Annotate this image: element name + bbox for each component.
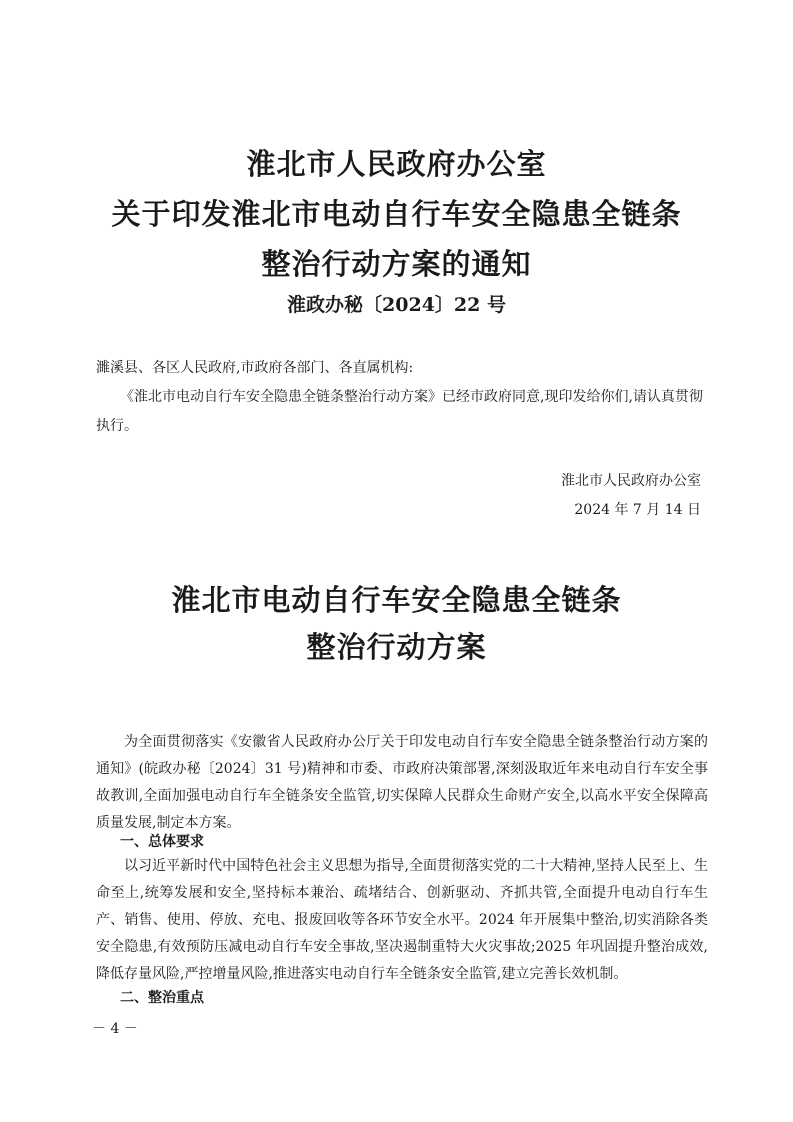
section-1-paragraph: 以习近平新时代中国特色社会主义思想为指导,全面贯彻落实党的二十大精神,坚持人民至上、生命至上,统筹发展和安全,坚持标本兼治、疏堵结合、创新驱动、齐抓共管,全面提升电动自行车生产、销售、使用、停放、充电、报废回收等各环节安全水平。2024 年开展集中整治,切实消除各类安全隐患,有效预防压减电动自行车安全事故,坚决遏制重特大火灾事故;2025 年巩固提升整治成效,降低存量风险,严控增量风险,推进落实电动自行车全链条安全监管,建立完善长效机制。	[96, 858, 708, 982]
notice-title-line-3: 整治行动方案的通知	[261, 247, 532, 281]
signature-date: 2024 年 7 月 14 日	[574, 502, 701, 518]
notice-title-line-1: 淮北市人民政府办公室	[246, 147, 547, 181]
notice-title-line-2: 关于印发淮北市电动自行车安全隐患全链条	[111, 197, 682, 231]
document-number: 淮政办秘〔2024〕22 号	[287, 294, 506, 316]
recipients-line: 濉溪县、各区人民政府,市政府各部门、各直属机构:	[96, 360, 414, 376]
signature-organization: 淮北市人民政府办公室	[561, 473, 701, 489]
notice-body-line-1: 《淮北市电动自行车安全隐患全链条整治行动方案》已经市政府同意,现印发给你们,请认真贯彻	[120, 389, 703, 405]
page-number: － 4 －	[92, 1021, 138, 1037]
section-1-heading: 一、总体要求	[120, 834, 204, 850]
plan-intro-paragraph: 为全面贯彻落实《安徽省人民政府办公厅关于印发电动自行车安全隐患全链条整治行动方案的通知》(皖政办秘〔2024〕31 号)精神和市委、市政府决策部署,深刻汲取近年来电动自行车安全事故教训,全面加强电动自行车全链条安全监管,切实保障人民群众生命财产安全,以高水平安全保障高质量发展,制定本方案。	[96, 734, 708, 831]
plan-title-line-2: 整治行动方案	[306, 630, 487, 664]
plan-title-line-1: 淮北市电动自行车安全隐患全链条	[171, 583, 622, 617]
section-2-heading: 二、整治重点	[120, 990, 204, 1006]
notice-body-line-2: 执行。	[96, 418, 138, 434]
